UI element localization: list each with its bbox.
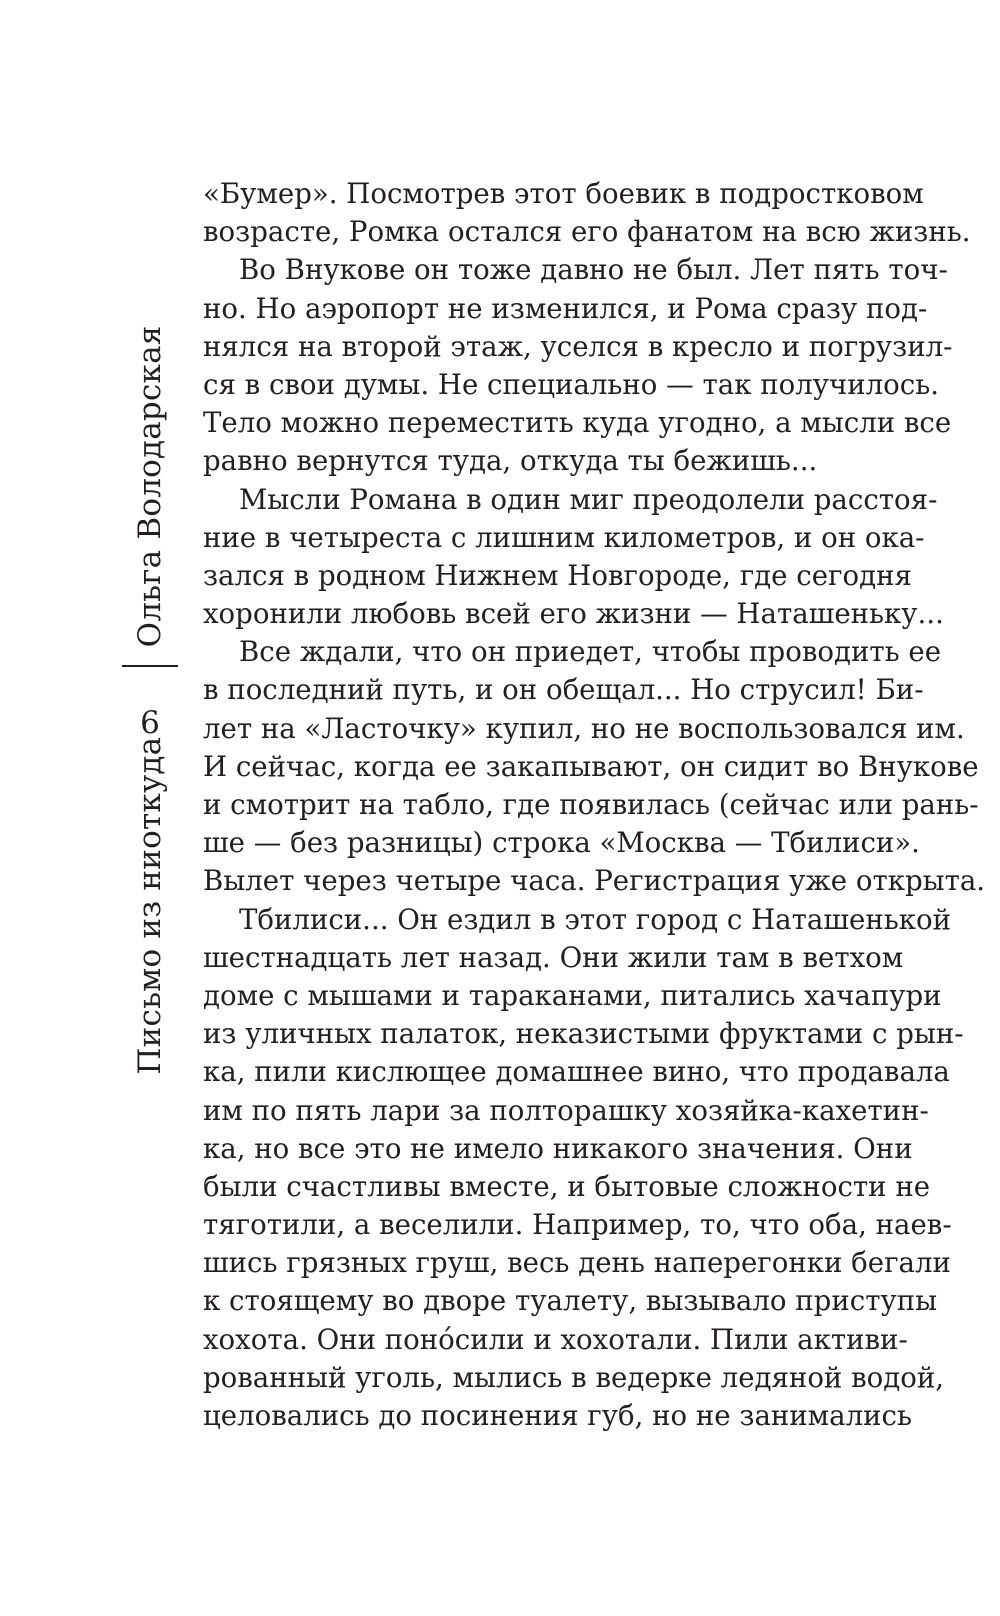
running-head-divider (122, 665, 178, 667)
text-line: ше — без разницы) строка «Москва — Тбилиси». (203, 826, 920, 860)
text-line: Вылет через четыре часа. Регистрация уже открыта. (203, 864, 986, 898)
text-line: шестнадцать лет назад. Они жили там в ветхом (203, 940, 904, 974)
text-line: доме с мышами и тараканами, питались хачапури (203, 978, 942, 1012)
page-number: 6 (140, 704, 160, 741)
text-line: но. Но аэропорт не изменился, и Рома сразу под- (203, 291, 928, 325)
text-line: были счастливы вместе, и бытовые сложности не (203, 1169, 931, 1203)
text-line: Мысли Романа в один миг преодолели расстоя- (239, 482, 938, 516)
text-line: и смотрит на табло, где появилась (сейчас или рань- (203, 788, 979, 821)
text-line: Тело можно переместить куда угодно, а мысли все (203, 406, 952, 440)
text-line: тяготили, а веселили. Например, то, что оба, наев- (203, 1208, 952, 1242)
text-line: Во Внукове он тоже давно не был. Лет пять точ- (239, 253, 948, 287)
text-line: им по пять лари за полторашку хозяйка-кахетин- (203, 1093, 929, 1127)
text-line: шись грязных груш, весь день наперегонки бегали (203, 1246, 951, 1280)
running-head (120, 320, 180, 1080)
text-line: хоронили любовь всей его жизни — Наташеньку... (203, 597, 944, 631)
text-line: в последний путь, и он обещал... Но струсил! Би- (203, 673, 924, 707)
text-line: «Бумер». Посмотрев этот боевик в подростковом (203, 177, 924, 210)
text-line: ся в свои думы. Не специально — так получилось. (203, 367, 940, 401)
text-line: из уличных палаток, неказистыми фруктами с рын- (203, 1017, 964, 1051)
text-line: ка, пили кислющее домашнее вино, что продавала (203, 1055, 950, 1089)
text-line: рованный уголь, мылись в ведерке ледяной водой, (203, 1360, 945, 1394)
book-title: Письмо из ниоткуда (132, 736, 168, 1075)
text-line: целовались до посинения губ, но не занимались (203, 1399, 912, 1432)
text-line: Все ждали, что он приедет, чтобы проводить ее (239, 635, 942, 669)
body-text (203, 175, 986, 1435)
running-head-rotated (128, 320, 172, 1080)
text-line: зался в родном Нижнем Новгороде, где сегодня (203, 558, 912, 592)
author-name: Ольга Володарская (132, 325, 168, 648)
text-line: хохота. Они поно́сили и хохотали. Пили активи- (203, 1322, 908, 1356)
text-line: возрасте, Ромка остался его фанатом на всю жизнь. (203, 215, 971, 249)
text-line: ние в четыреста с лишним километров, и он ока- (203, 520, 925, 554)
text-line: И сейчас, когда ее закапывают, он сидит во Внукове (203, 749, 979, 783)
text-line: лет на «Ласточку» купил, но не воспользовался им. (203, 711, 965, 745)
text-line: ка, но все это не имело никакого значения. Они (203, 1131, 913, 1165)
text-line: нялся на второй этаж, уселся в кресло и погрузил- (203, 329, 953, 363)
text-line: равно вернутся туда, откуда ты бежишь... (203, 444, 818, 478)
text-line: Тбилиси... Он ездил в этот город с Наташенькой (239, 902, 951, 936)
text-line: к стоящему во дворе туалету, вызывало приступы (203, 1284, 938, 1318)
